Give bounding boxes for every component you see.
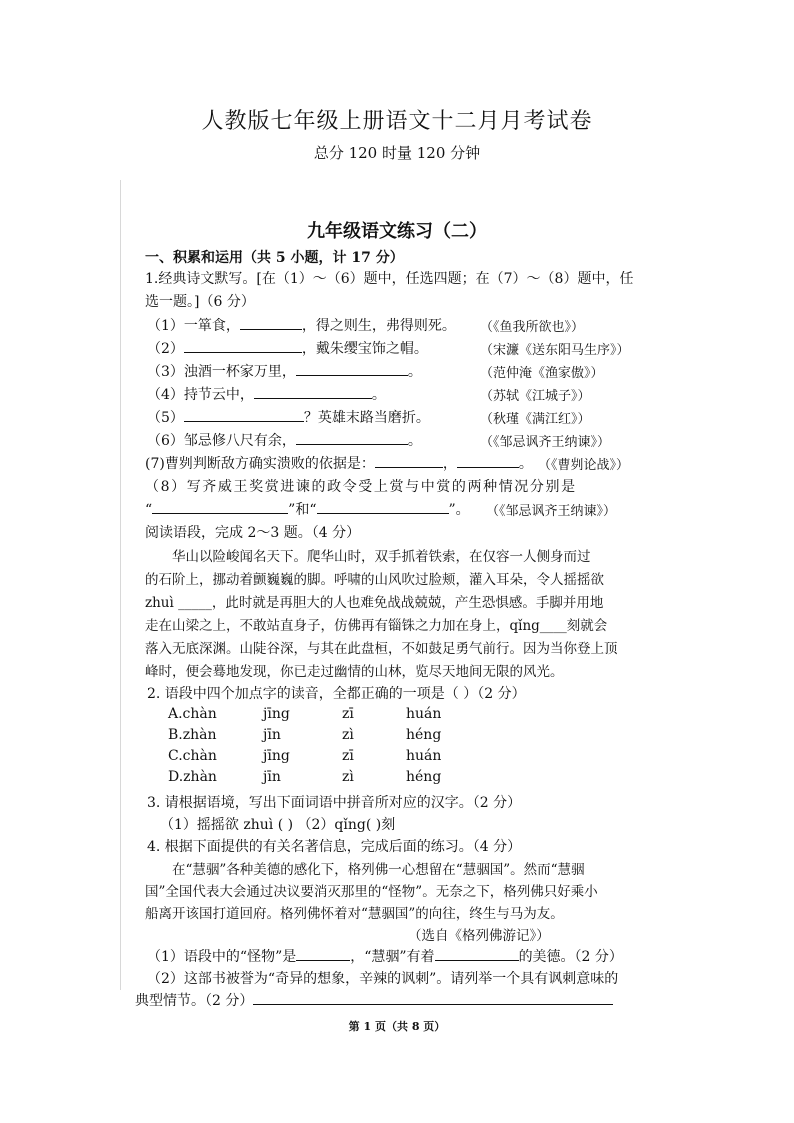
q3-stem: 3. 请根据语境，写出下面词语中拼音所对应的汉字。（2 分）: [147, 795, 522, 811]
answer-blank[interactable]: [317, 499, 449, 514]
q1-item-2: （2） ，戴朱缨宝饰之帽。: [147, 338, 428, 358]
scan-edge-divider: [120, 180, 121, 990]
q4-passage-line-3: 船离开该国打道回府。格列佛怀着对“慧骃国”的向往，终生与马为友。: [145, 906, 564, 922]
q1-item-7: (7)曹刿判断敌方确实溃败的依据是： ， 。: [145, 453, 533, 473]
q1-item-4-source: （苏轼《江城子》）: [480, 389, 591, 404]
q1-item-2-source: （宋濂《送东阳马生序》）: [480, 343, 630, 358]
answer-blank[interactable]: [296, 946, 350, 961]
q1-intro-line1: 1.经典诗文默写。[在（1）～（6）题中，任选四题；在（7）～（8）题中，任: [145, 271, 634, 287]
q1-item-8-source: （《邹忌讽齐王纳谏》）: [486, 504, 617, 519]
q1-item-6: （6）邹忌修八尺有余， 。: [147, 430, 422, 450]
q1-intro-line2: 选一题。]（6 分）: [145, 294, 255, 310]
paper-subtitle: 总分 120 时量 120 分钟: [313, 144, 481, 162]
q4-sub2-line2: 典型情节。（2 分）: [135, 990, 613, 1010]
answer-blank[interactable]: [152, 499, 288, 514]
q3-answers: （1）摇摇欲 zhuì ( ) （2）qǐng( )刻: [160, 817, 396, 833]
passage-line-4: 走在山梁之上，不敢站直身子，仿佛再有锱铢之力加在身上，qǐng____刻就会: [145, 618, 608, 634]
q4-stem: 4. 根据下面提供的有关名著信息，完成后面的练习。（4 分）: [147, 839, 522, 855]
q1-item-1: （1）一箪食， ，得之则生，弗得则死。: [147, 315, 456, 335]
answer-blank[interactable]: [253, 990, 613, 1005]
passage-line-5: 落入无底深渊。山陡谷深，与其在此盘桓，不如鼓足勇气前行。因为当你登上顶: [145, 641, 618, 657]
passage-line-6: 峰时，便会蓦地发现，你已走过幽情的山林，览尽天地间无限的风光。: [145, 664, 564, 680]
page-footer: 第 1 页（共 8 页）: [348, 1020, 446, 1033]
q4-passage-line-2: 国”全国代表大会通过决议要消灭那里的“怪物”。无奈之下，格列佛只好乘小: [145, 884, 598, 900]
q1-item-7-source: （《曹刿论战》）: [538, 458, 630, 473]
answer-blank[interactable]: [296, 430, 408, 445]
paper-title: 人教版七年级上册语文十二月月考试卷: [201, 109, 593, 134]
answer-blank[interactable]: [435, 946, 519, 961]
answer-blank[interactable]: [457, 453, 519, 468]
q4-passage-line-1: 在“慧骃”各种美德的感化下，格列佛一心想留在“慧骃国”。然而“慧骃: [172, 862, 585, 878]
passage-line-2: 的石阶上，挪动着颤巍巍的脚。呼啸的山风吹过脸颊，灌入耳朵，令人摇摇欲: [145, 572, 604, 588]
q2-stem: 2. 语段中四个加点字的读音，全都正确的一项是（ ）（2 分）: [147, 686, 526, 702]
q1-item-5-source: （秋瑾《满江红》）: [480, 412, 591, 427]
q1-item-3: （3）浊酒一杯家万里， 。: [147, 361, 422, 381]
answer-blank[interactable]: [254, 384, 372, 399]
q4-sub1: （1）语段中的“怪物”是 ，“慧骃”有着 的美德。（2 分）: [147, 946, 623, 966]
q1-item-8-answer: “ ”和“ ”。: [145, 499, 470, 519]
exam-heading: 九年级语文练习（二）: [307, 221, 487, 242]
q4-sub2-line1: （2）这部书被誉为“奇异的想象，辛辣的讽刺”。请列举一个具有讽刺意味的: [147, 971, 619, 987]
answer-blank[interactable]: [184, 407, 304, 422]
q1-item-5: （5） ？英雄末路当磨折。: [147, 407, 430, 427]
q1-item-4: （4）持节云中， 。: [147, 384, 386, 404]
section-heading: 一、积累和运用（共 5 小题，计 17 分）: [145, 250, 404, 266]
passage-line-1: 华山以险峻闻名天下。爬华山时，双手抓着铁索，在仅容一人侧身而过: [172, 549, 591, 565]
reading-intro: 阅读语段，完成 2～3 题。（4 分）: [145, 525, 361, 541]
answer-blank[interactable]: [296, 361, 408, 376]
answer-blank[interactable]: [240, 315, 302, 330]
answer-blank[interactable]: [184, 338, 302, 353]
q1-item-3-source: （范仲淹《渔家傲》）: [480, 366, 604, 381]
q1-item-6-source: （《邹忌讽齐王纳谏》）: [480, 435, 611, 450]
q1-item-8-stem: （8）写齐威王奖赏进谏的政令受上赏与中赏的两种情况分别是: [145, 479, 577, 495]
q4-source: （选自《格列佛游记》）: [408, 928, 550, 944]
q1-item-1-source: （《鱼我所欲也》）: [480, 320, 585, 335]
passage-line-3: zhuì _____，此时就是再胆大的人也难免战战兢兢，产生恐惧感。手脚并用地: [145, 595, 604, 611]
answer-blank[interactable]: [375, 453, 443, 468]
